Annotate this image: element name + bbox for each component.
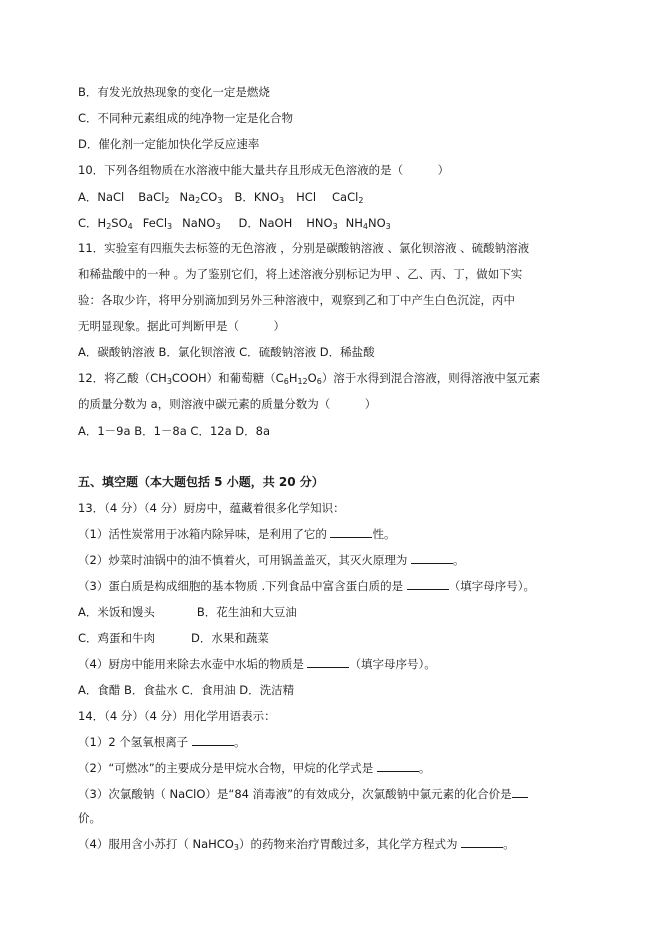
q9-option-c: C．不同种元素组成的纯净物一定是化合物 <box>78 111 294 125</box>
q11-line-4: 无明显现象。据此可判断甲是（ ） <box>78 319 285 333</box>
q13-sub-4: （4）厨房中能用来除去水壶中水垢的物质是 （填字母序号）。 <box>78 657 436 671</box>
answer-blank[interactable] <box>461 836 503 848</box>
q13-options-4: A．食醋 B．食盐水 C．食用油 D．洗洁精 <box>78 683 295 697</box>
q11-line-1: 11．实验室有四瓶失去标签的无色溶液 ，分别是碳酸钠溶液 、氯化钡溶液 、硫酸钠溶液 <box>78 241 530 255</box>
q10-options-ab: A．NaCl BaCl$_2$ $Na_2CO_3$ B．$KNO_3$ HCl CaCl$_2$ <box>78 190 364 205</box>
answer-blank[interactable] <box>330 526 372 538</box>
q10-options-cd: C．$H_2SO_4$ FeCl$_3$ NaNO$_3$ D．NaOH $HNO_3$ $NH_4NO_3$ <box>78 216 391 231</box>
section-5-title: 五、填空题（本大题包括 5 小题，共 20 分） <box>78 475 324 489</box>
q13-stem: 13．（4 分）（4 分）厨房中，蕴藏着很多化学知识： <box>78 501 345 515</box>
q12-line-2: 的质量分数为 a，则溶液中碳元素的质量分数为（ ） <box>78 397 377 411</box>
q14-stem: 14．（4 分）（4 分）用化学用语表示： <box>78 709 276 723</box>
q12-options: A．1－9a B．1－8a C．12a D．8a <box>78 424 271 438</box>
q13-sub-2: （2）炒菜时油锅中的油不慎着火，可用锅盖盖灭，其灭火原理为 。 <box>78 553 465 567</box>
q14-sub-1: （1）2 个氢氧根离子 。 <box>78 735 246 749</box>
q14-sub-4: （4）服用含小苏打（ NaHCO$_3$）的药物来治疗胃酸过多，其化学方程式为 。 <box>78 837 515 852</box>
q14-sub-3-cont: 价。 <box>78 811 101 825</box>
q11-line-3: 验：各取少许，将甲分别滴加到另外三种溶液中，观察到乙和丁中产生白色沉淀，丙中 <box>78 293 515 307</box>
q14-sub-2: （2）“可燃冰”的主要成分是甲烷水合物，甲烷的化学式是 。 <box>78 761 431 775</box>
q13-options-ab: A．米饭和馒头 B．花生油和大豆油 <box>78 605 297 619</box>
answer-blank[interactable] <box>512 786 528 798</box>
q11-options: A．碳酸钠溶液 B．氯化钡溶液 C．硫酸钠溶液 D．稀盐酸 <box>78 345 375 359</box>
q13-sub-3: （3）蛋白质是构成细胞的基本物质 .下列食品中富含蛋白质的是 （填字母序号）。 <box>78 579 536 593</box>
q9-option-d: D．催化剂一定能加快化学反应速率 <box>78 137 260 151</box>
q14-sub-3: （3）次氯酸钠（ NaClO）是“84 消毒液”的有效成分，次氯酸钠中氯元素的化合价是 <box>78 786 528 802</box>
q12-line-1: 12．将乙酸$(CH_3COOH)$和葡萄糖$(C_6H_{12}O_6)$溶于水得到混合溶液，则得溶液中氢元素 <box>78 371 541 386</box>
answer-blank[interactable] <box>307 656 349 668</box>
answer-blank[interactable] <box>411 552 453 564</box>
q13-sub-1: （1）活性炭常用于冰箱内除异味，是利用了它的 性。 <box>78 527 396 541</box>
q9-option-b: B．有发光放热现象的变化一定是燃烧 <box>78 85 270 99</box>
q11-line-2: 和稀盐酸中的一种 。为了鉴别它们，将上述溶液分别标记为甲 、乙、丙、丁，做如下实 <box>78 267 523 281</box>
answer-blank[interactable] <box>377 760 419 772</box>
answer-blank[interactable] <box>192 734 234 746</box>
q10-stem: 10．下列各组物质在水溶液中能大量共存且形成无色溶液的是（ ） <box>78 163 450 177</box>
answer-blank[interactable] <box>407 578 449 590</box>
q13-options-cd: C．鸡蛋和牛肉 D．水果和蔬菜 <box>78 631 269 645</box>
